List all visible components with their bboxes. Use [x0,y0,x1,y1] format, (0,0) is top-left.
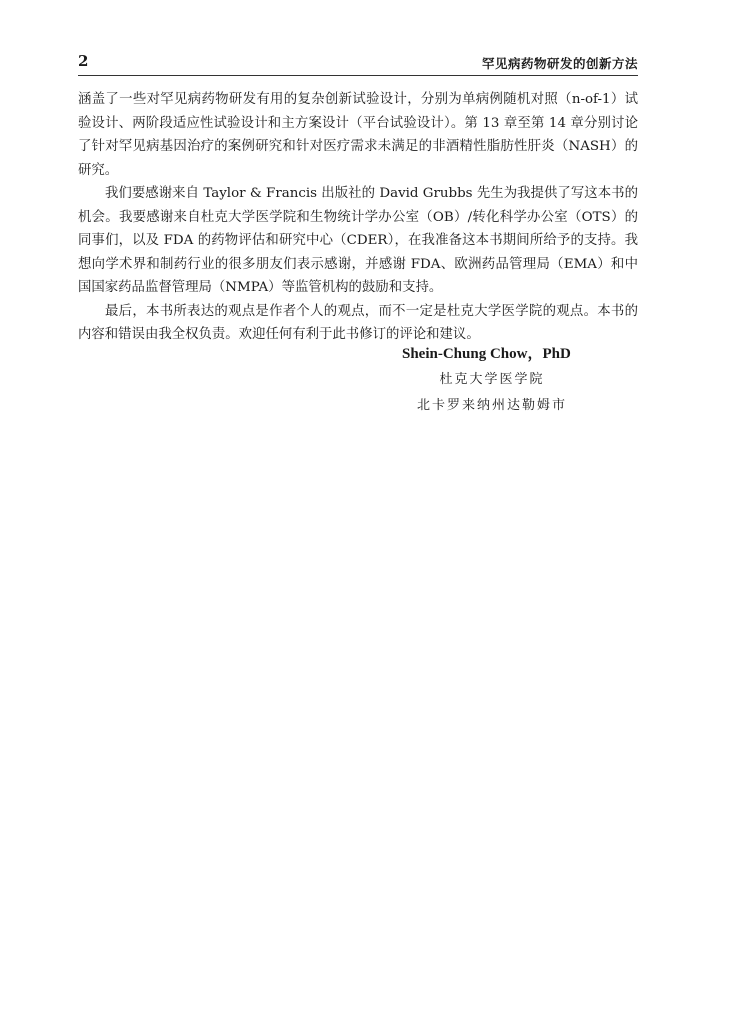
page-header [78,52,638,76]
header-rule [78,75,638,76]
paragraph-2: 我们要感谢来自 Taylor & Francis 出版社的 David Grubbs 先生为我提供了写这本书的机会。我要感谢来自杜克大学医学院和生物统计学办公室（OB）/转化科学办公室（OTS）的同事们，以及 FDA 的药物评估和研究中心（CDER），在我准备这本书期间所给予的支持。我想向学术界和制药行业的很多朋友们表示感谢，并感谢 FDA、欧洲药品管理局（EMA）和中国国家药品监督管理局（NMPA）等监管机构的鼓励和支持。 [78,186,638,295]
paragraph-1: 涵盖了一些对罕见病药物研发有用的复杂创新试验设计，分别为单病例随机对照（n-of-1）试验设计、两阶段适应性试验设计和主方案设计（平台试验设计）。第 13 章至第 14 章分别讨论了针对罕见病基因治疗的案例研究和针对医疗需求未满足的非酒精性脂肪性肝炎（NASH）的研究。 [78,92,638,178]
running-title: 罕见病药物研发的创新方法 [481,56,638,71]
body-text [78,88,638,347]
page-number: 2 [78,52,89,70]
signature-block [382,342,602,421]
paragraph-3: 最后，本书所表达的观点是作者个人的观点，而不一定是杜克大学医学院的观点。本书的内容和错误由我全权负责。欢迎任何有利于此书修订的评论和建议。 [78,303,638,342]
author-name: Shein-Chung Chow，PhD [402,346,571,362]
author-location: 北卡罗来纳州达勒姆市 [416,398,567,413]
author-institution: 杜克大学医学院 [439,372,545,387]
